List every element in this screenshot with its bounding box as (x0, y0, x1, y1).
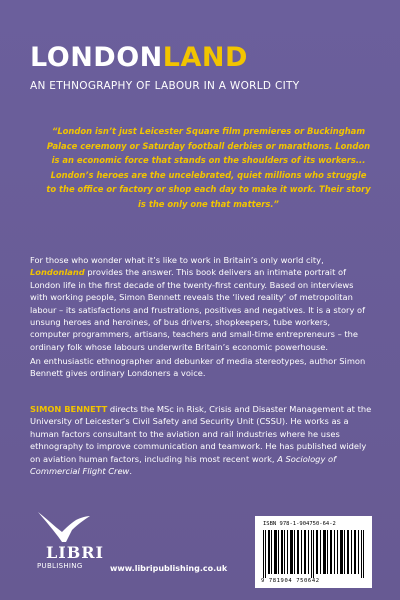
bio-text: directs the MSc in Risk, Crisis and Disaster Management at the University of Leicester’s Civil Safety and Security Unit (CSSU). He works as a human factors consultant to the aviation and rail industries where he uses ethnography to improve communication and teamwork. He has published widely on aviation human factors, including his most recent work, (30, 404, 372, 464)
blurb-lead: For those who wonder what it’s like to work in Britain’s only world city, (30, 255, 324, 265)
blurb-paragraph-2: An enthusiastic ethnographer and debunker of media stereotypes, author Simon Bennett gives ordinary Londoners a voice. (30, 356, 366, 379)
title-part-london: LONDON (30, 42, 163, 73)
blurb-paragraph-1 (30, 254, 372, 353)
book-title (30, 44, 248, 71)
bird-icon (36, 510, 92, 544)
bio-book-title: A Sociology of Commercial Flight Crew (30, 453, 336, 477)
book-subtitle: AN ETHNOGRAPHY OF LABOUR IN A WORLD CITY (30, 80, 300, 92)
isbn-label: ISBN 978-1-904750-64-2 (263, 521, 336, 527)
blurb-book-title: Londonland (30, 267, 85, 278)
blurb-rest: provides the answer. This book delivers an intimate portrait of London life in the first decade of the twenty-first century. Based on interviews with working people, Simon Bennett reveals the ‘lived reality’ of metropolitan labour – its satisfactions and frustrations, positives and negatives. It is a story of unsung heroes and heroines, of bus drivers, shopkeepers, tube workers, computer programmers, artisans, teachers and small-time entrepreneurs – the ordinary folk whose labours underwrite Britain’s economic powerhouse. (30, 267, 366, 352)
bio-end: . (129, 466, 132, 477)
publisher-website: www.libripublishing.co.uk (110, 564, 228, 573)
author-name: SIMON BENNETT (30, 404, 108, 414)
title-part-land: LAND (162, 42, 248, 73)
pull-quote: “London isn’t just Leicester Square film premieres or Buckingham Palace ceremony or Saturday football derbies or marathons. London is an economic force that stands on the shoulders of its workers... London’s heroes are the uncelebrated, quiet millions who struggle to the office or factory or shop each day to make it work. Their story is the only one that matters.” (46, 126, 371, 209)
barcode-panel (255, 516, 372, 588)
barcode-number: 9 781904 750642 (261, 578, 320, 584)
publisher-subtitle: PUBLISHING (37, 562, 83, 570)
barcode (263, 530, 365, 578)
publisher-name: LIBRI (46, 543, 105, 562)
author-bio (30, 403, 372, 477)
